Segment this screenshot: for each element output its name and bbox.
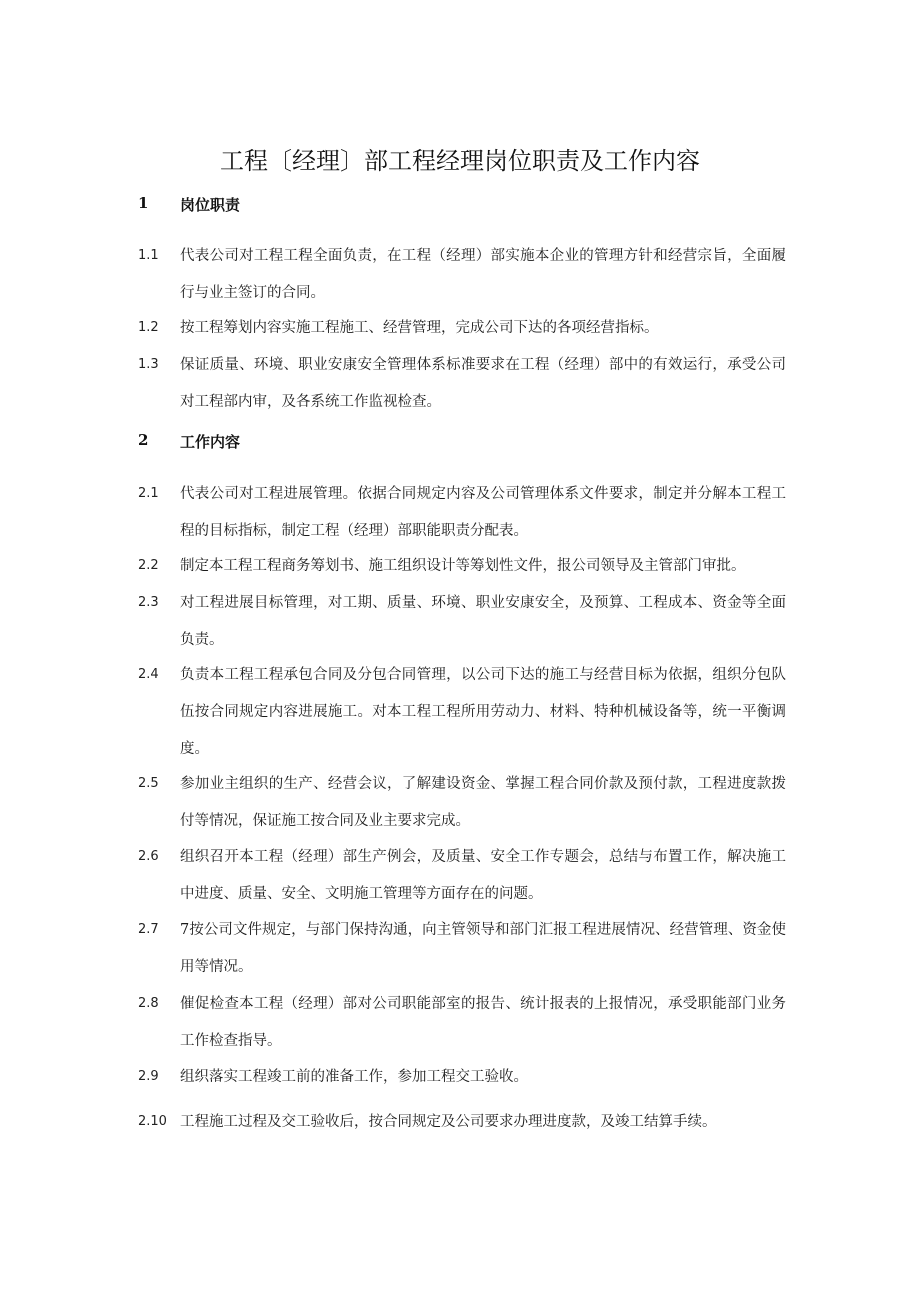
item-text: 对工程进展目标管理，对工期、质量、环境、职业安康安全，及预算、工程成本、资金等全面负责。: [180, 595, 786, 648]
item-number: 2.8: [138, 996, 159, 1011]
item-number: 2.6: [138, 849, 159, 864]
document-title: 工程〔经理〕部工程经理岗位职责及工作内容: [220, 147, 700, 175]
item-text: 组织召开本工程（经理）部生产例会，及质量、安全工作专题会，总结与布置工作，解决施工中进度、质量、安全、文明施工管理等方面存在的问题。: [180, 849, 786, 902]
item-text: 参加业主组织的生产、经营会议，了解建设资金、掌握工程合同价款及预付款，工程进度款拨付等情况，保证施工按合同及业主要求完成。: [180, 776, 786, 829]
item-text: 代表公司对工程进展管理。依据合同规定内容及公司管理体系文件要求，制定并分解本工程工程的目标指标，制定工程（经理）部职能职责分配表。: [180, 486, 786, 539]
item-number: 2.2: [138, 558, 159, 573]
item-number: 2.5: [138, 776, 159, 791]
item-number: 1.1: [138, 248, 159, 263]
item-number: 2.1: [138, 486, 159, 501]
item-number: 2.10: [138, 1114, 167, 1129]
item-text: 按工程筹划内容实施工程施工、经营管理，完成公司下达的各项经营指标。: [180, 320, 659, 336]
item-text: 代表公司对工程工程全面负责，在工程（经理）部实施本企业的管理方针和经营宗旨，全面履行与业主签订的合同。: [180, 248, 786, 301]
section-number: 2: [138, 431, 149, 449]
section-number: 1: [138, 194, 149, 212]
item-text: 制定本工程工程商务筹划书、施工组织设计等筹划性文件，报公司领导及主管部门审批。: [180, 558, 746, 574]
item-number: 1.2: [138, 320, 159, 335]
section-title: 岗位职责: [180, 196, 241, 214]
item-text: 负责本工程工程承包合同及分包合同管理，以公司下达的施工与经营目标为依据，组织分包队伍按合同规定内容进展施工。对本工程工程所用劳动力、材料、特种机械设备等，统一平衡调度。: [180, 667, 786, 757]
item-text: 保证质量、环境、职业安康安全管理体系标准要求在工程（经理）部中的有效运行，承受公司对工程部内审，及各系统工作监视检查。: [180, 357, 786, 410]
item-number: 2.7: [138, 922, 159, 937]
item-text: 催促检查本工程（经理）部对公司职能部室的报告、统计报表的上报情况，承受职能部门业务工作检查指导。: [180, 996, 786, 1049]
item-number: 2.4: [138, 667, 159, 682]
item-number: 2.3: [138, 595, 159, 610]
item-number: 1.3: [138, 357, 159, 372]
item-text: 7按公司文件规定，与部门保持沟通，向主管领导和部门汇报工程进展情况、经营管理、资金使用等情况。: [180, 922, 786, 975]
item-text: 组织落实工程竣工前的准备工作，参加工程交工验收。: [180, 1069, 528, 1085]
section-title: 工作内容: [180, 433, 241, 451]
item-number: 2.9: [138, 1069, 159, 1084]
item-text: 工程施工过程及交工验收后，按合同规定及公司要求办理进度款，及竣工结算手续。: [180, 1114, 717, 1130]
